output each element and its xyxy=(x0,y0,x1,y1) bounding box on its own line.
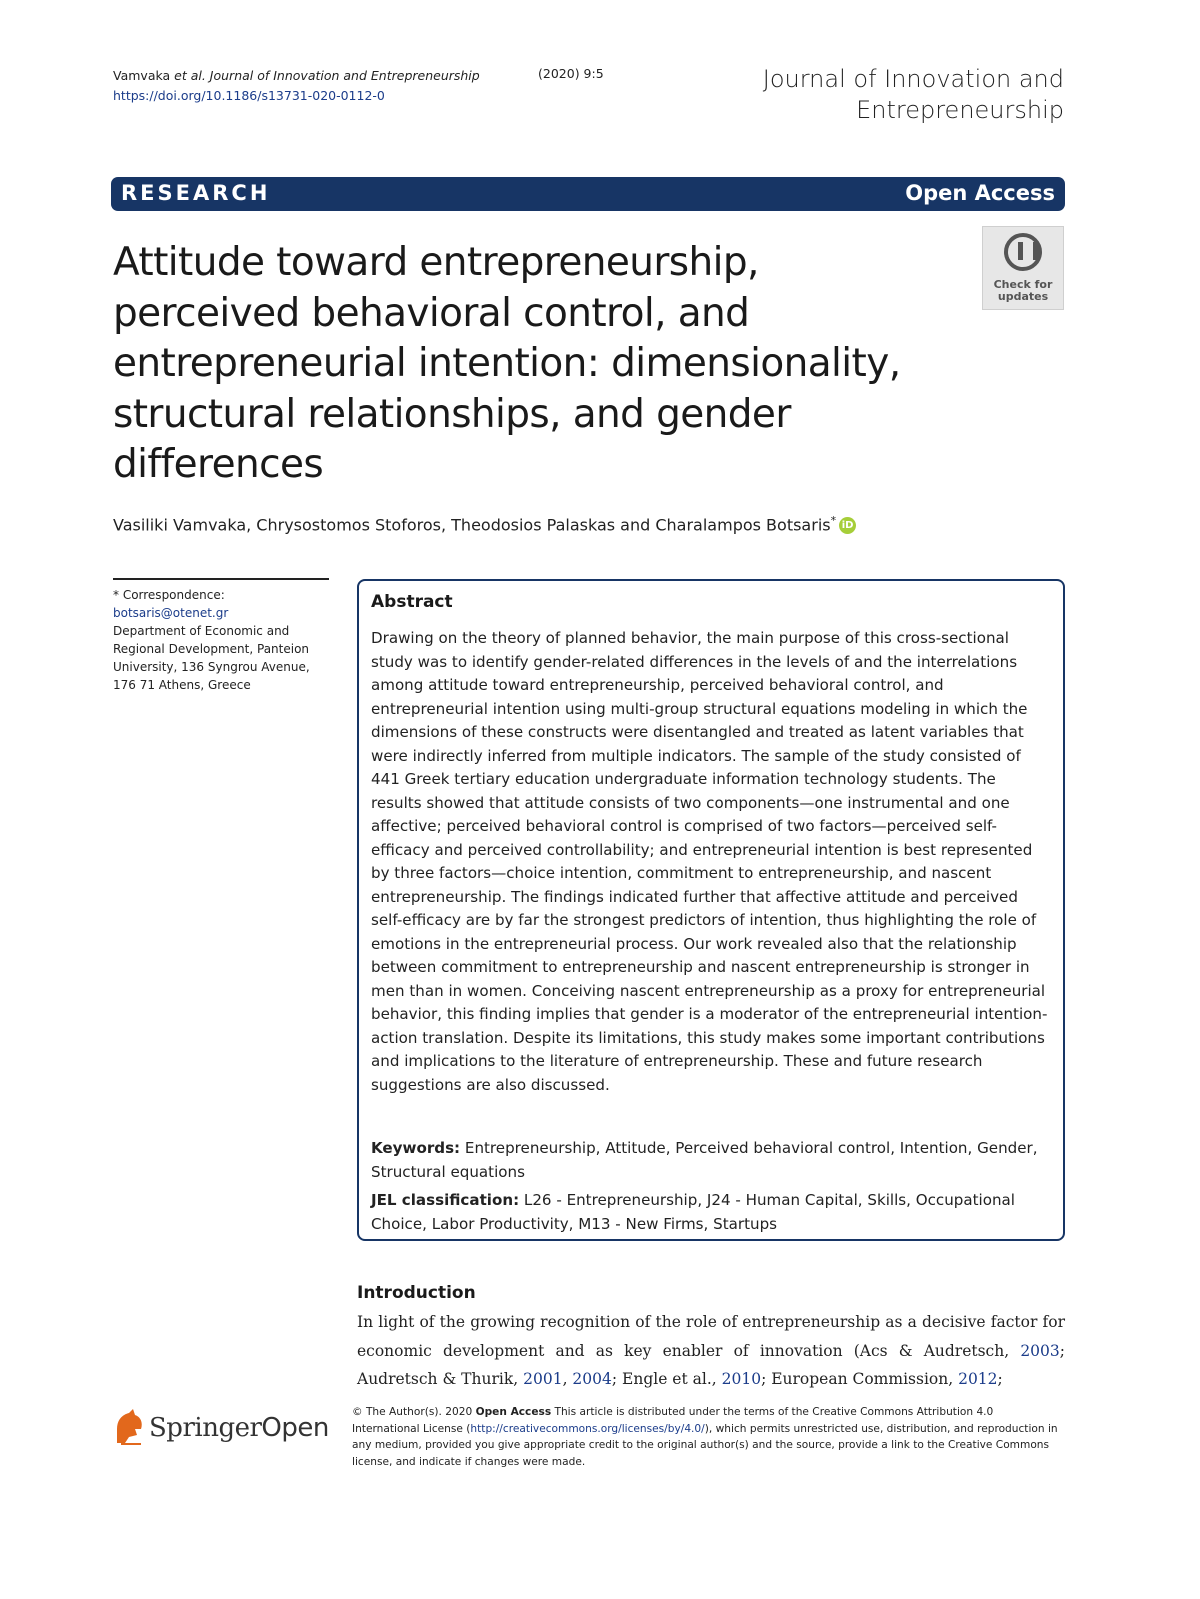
orcid-icon[interactable]: iD xyxy=(839,517,856,534)
check-for-updates-label: Check for updates xyxy=(993,278,1053,303)
introduction-heading: Introduction xyxy=(357,1283,476,1303)
intro-segment: In light of the growing recognition of the role of entrepreneurship as a decisive factor for economic development and as key enabler of innovation (Acs & Audretsch, xyxy=(357,1313,1065,1360)
license-notice xyxy=(352,1404,1064,1470)
intro-segment: ; Engle et al., xyxy=(611,1370,722,1388)
license-text: ), which permits unrestricted use, distribution, and reproduction in any medium, provided you give appropriate credit to the original author(s) and the source, provide a link to the Creative Commons license, and indicate if changes were made. xyxy=(352,1422,1058,1468)
check-for-updates-button[interactable] xyxy=(982,226,1064,310)
citation-etal: et al. xyxy=(174,68,206,83)
ref-link[interactable]: 2004 xyxy=(572,1370,612,1388)
ref-link[interactable]: 2010 xyxy=(721,1370,762,1388)
license-url[interactable]: http://creativecommons.org/licenses/by/4.0/ xyxy=(470,1422,705,1435)
update-icon xyxy=(1004,233,1042,271)
abstract-box xyxy=(357,579,1065,1241)
year-volume: (2020) 9:5 xyxy=(538,66,604,81)
springer-horse-icon xyxy=(111,1407,147,1447)
citation-journal: Journal of Innovation and Entrepreneurship xyxy=(209,68,480,83)
ref-link[interactable]: 2003 xyxy=(1020,1341,1060,1360)
jel-classification xyxy=(371,1189,1049,1236)
springer-open-wordmark xyxy=(149,1413,329,1443)
article-type-banner xyxy=(111,177,1065,211)
jel-label: JEL classification: xyxy=(371,1191,520,1209)
doi-link[interactable]: https://doi.org/10.1186/s13731-020-0112-0 xyxy=(113,88,385,103)
author-list xyxy=(113,514,856,534)
open-word: Open xyxy=(261,1413,329,1443)
citation-authors: Vamvaka xyxy=(113,68,171,83)
jel-text: L26 - Entrepreneurship, J24 - Human Capital, Skills, Occupational Choice, Labor Productivity, M13 - New Firms, Startups xyxy=(371,1191,1015,1233)
keywords xyxy=(371,1137,1049,1184)
citation-header xyxy=(113,66,480,106)
journal-name xyxy=(763,64,1064,126)
ref-link[interactable]: 2001 xyxy=(523,1370,563,1388)
correspondence-label: * Correspondence: xyxy=(113,588,225,602)
article-type-label: RESEARCH xyxy=(121,181,271,205)
intro-segment: , xyxy=(562,1370,573,1388)
correspondence-email[interactable]: botsaris@otenet.gr xyxy=(113,606,229,620)
intro-segment: ; European Commission, xyxy=(761,1370,959,1388)
correspondence-sidebar xyxy=(113,578,329,694)
license-open-access: Open Access xyxy=(475,1406,552,1418)
article-title: Attitude toward entrepreneurship, perceived behavioral control, and entrepreneurial intention: dimensionality, structural relationships, and gender differences xyxy=(113,240,901,487)
open-access-label: Open Access xyxy=(905,181,1055,205)
license-text: This article is distributed under the terms of the Creative Commons Attribution 4.0 International License ( xyxy=(352,1406,994,1435)
ref-link[interactable]: 2012 xyxy=(958,1370,998,1388)
journal-name-line1: Journal of Innovation and xyxy=(762,65,1064,93)
journal-name-line2: Entrepreneurship xyxy=(856,96,1064,124)
introduction-text xyxy=(357,1308,1065,1394)
abstract-heading: Abstract xyxy=(371,592,453,612)
license-lead: © The Author(s). 2020 xyxy=(352,1406,473,1418)
intro-segment: ; Audretsch & Thurik, xyxy=(357,1341,1065,1388)
abstract-text: Drawing on the theory of planned behavior, the main purpose of this cross-sectional study was to identify gender-related differences in the levels of and the interrelations among attitude toward entrepreneurship, perceived behavioral control, and entrepreneurial intention using multi-group structural equations modeling in which the dimensions of these constructs were disentangled and treated as latent variables that were indirectly inferred from multiple indicators. The sample of the study consisted of 441 Greek tertiary education undergraduate information technology students. The results showed that attitude consists of two components—one instrumental and one affective; perceived behavioral control is comprised of two factors—perceived self-efficacy and perceived controllability; and entrepreneurial intention is best represented by three factors—choice intention, commitment to entrepreneurship, and nascent entrepreneurship. The findings indicated further that affective attitude and perceived self-efficacy are by far the strongest predictors of intention, thus highlighting the role of emotions in the entrepreneurial process. Our work revealed also that the relationship between commitment to entrepreneurship and nascent entrepreneurship is stronger in men than in women. Conceiving nascent entrepreneurship as a proxy for entrepreneurial behavior, this finding implies that gender is a moderator of the entrepreneurial intention-action translation. Despite its limitations, this study makes some important contributions and implications to the literature of entrepreneurship. These and future research suggestions are also discussed. xyxy=(371,629,1048,1094)
keywords-label: Keywords: xyxy=(371,1139,461,1157)
corresponding-star: * xyxy=(830,514,837,527)
affiliation: Department of Economic and Regional Development, Panteion University, 136 Syngrou Avenue, 176 71 Athens, Greece xyxy=(113,624,310,692)
keywords-text: Entrepreneurship, Attitude, Perceived behavioral control, Intention, Gender, Structural equations xyxy=(371,1139,1038,1181)
author-names: Vasiliki Vamvaka, Chrysostomos Stoforos, Theodosios Palaskas and Charalampos Botsaris xyxy=(113,515,831,535)
intro-segment: ; xyxy=(997,1370,1003,1388)
springer-word: Springer xyxy=(149,1413,262,1443)
